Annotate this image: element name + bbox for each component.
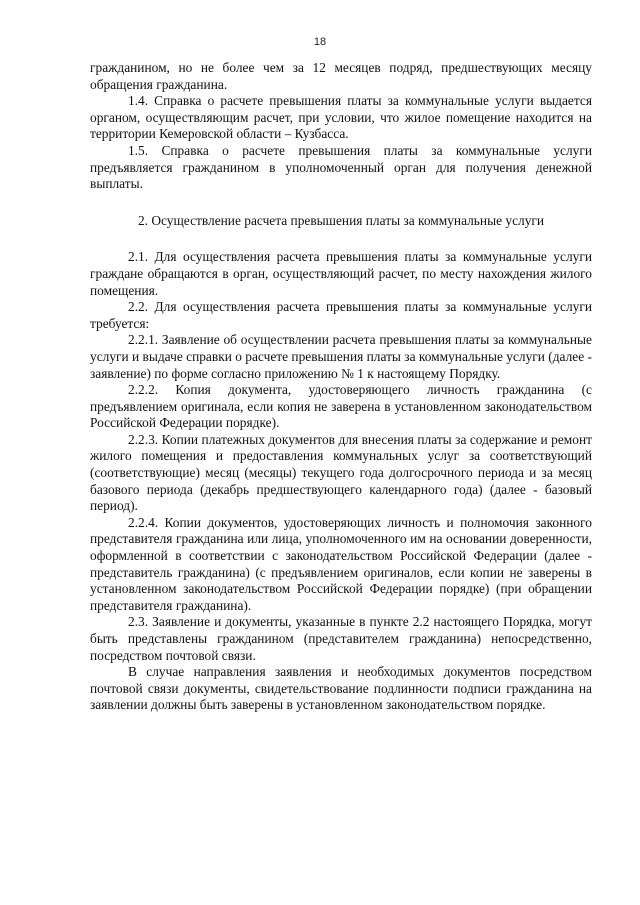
paragraph-1-5: 1.5. Справка о расчете превышения платы за коммунальные услуги предъявляется гражданином в уполномоченный орган для получения денежной выплаты. (90, 142, 592, 192)
paragraph-2-2-3: 2.2.3. Копии платежных документов для внесения платы за содержание и ремонт жилого помещения и предоставления коммунальных услуг за соответствующий (соответствующие) месяц (месяцы) текущего года долгосрочного периода и за месяц базового периода (декабрь предшествующего календарного года) (далее - базовый период). (90, 431, 592, 514)
section-heading: 2. Осуществление расчета превышения платы за коммунальные услуги (137, 212, 545, 228)
document-body (90, 60, 592, 714)
paragraph-2-1: 2.1. Для осуществления расчета превышения платы за коммунальные услуги граждане обращаются в орган, осуществляющий расчет, по месту нахождения жилого помещения. (90, 249, 592, 298)
paragraph-2-3: 2.3. Заявление и документы, указанные в пункте 2.2 настоящего Порядка, могут быть представлены гражданином (представителем гражданина) непосредственно, посредством почтовой связи. (90, 614, 592, 663)
paragraph-2-2: 2.2. Для осуществления расчета превышения платы за коммунальные услуги требуется: (90, 299, 592, 331)
paragraph-2-2-2: 2.2.2. Копия документа, удостоверяющего личность гражданина (с предъявлением оригинала, если копия не заверена в установленном законодательством Российской Федерации порядке). (90, 382, 592, 431)
paragraph-1-4: 1.4. Справка о расчете превышения платы за коммунальные услуги выдается органом, осуществляющим расчет, при условии, что жилое помещение находится на территории Кемеровской области – Кузбасса. (90, 93, 592, 142)
paragraph-2-2-1: 2.2.1. Заявление об осуществлении расчета превышения платы за коммунальные услуги и выдаче справки о расчете превышения платы за коммунальные услуги (далее - заявление) по форме согласно приложению № 1 к настоящему Порядку. (90, 332, 592, 381)
paragraph-continuation: гражданином, но не более чем за 12 месяцев подряд, предшествующих месяцу обращения гражданина. (90, 60, 592, 92)
paragraph-mail: В случае направления заявления и необходимых документов посредством почтовой связи документы, свидетельствование подлинности подписи гражданина на заявлении должны быть заверены в установленном законодательством порядке. (90, 664, 592, 713)
paragraph-2-2-4: 2.2.4. Копии документов, удостоверяющих личность и полномочия законного представителя гражданина или лица, уполномоченного им на основании доверенности, оформленной в соответствии с законодательством Российской Федерации (далее - представитель гражданина) (с предъявлением оригиналов, если копии не заверены в установленном законодательством Российской Федерации порядке) (при обращении представителя гражданина). (90, 514, 592, 613)
page-number: 18 (313, 36, 327, 48)
